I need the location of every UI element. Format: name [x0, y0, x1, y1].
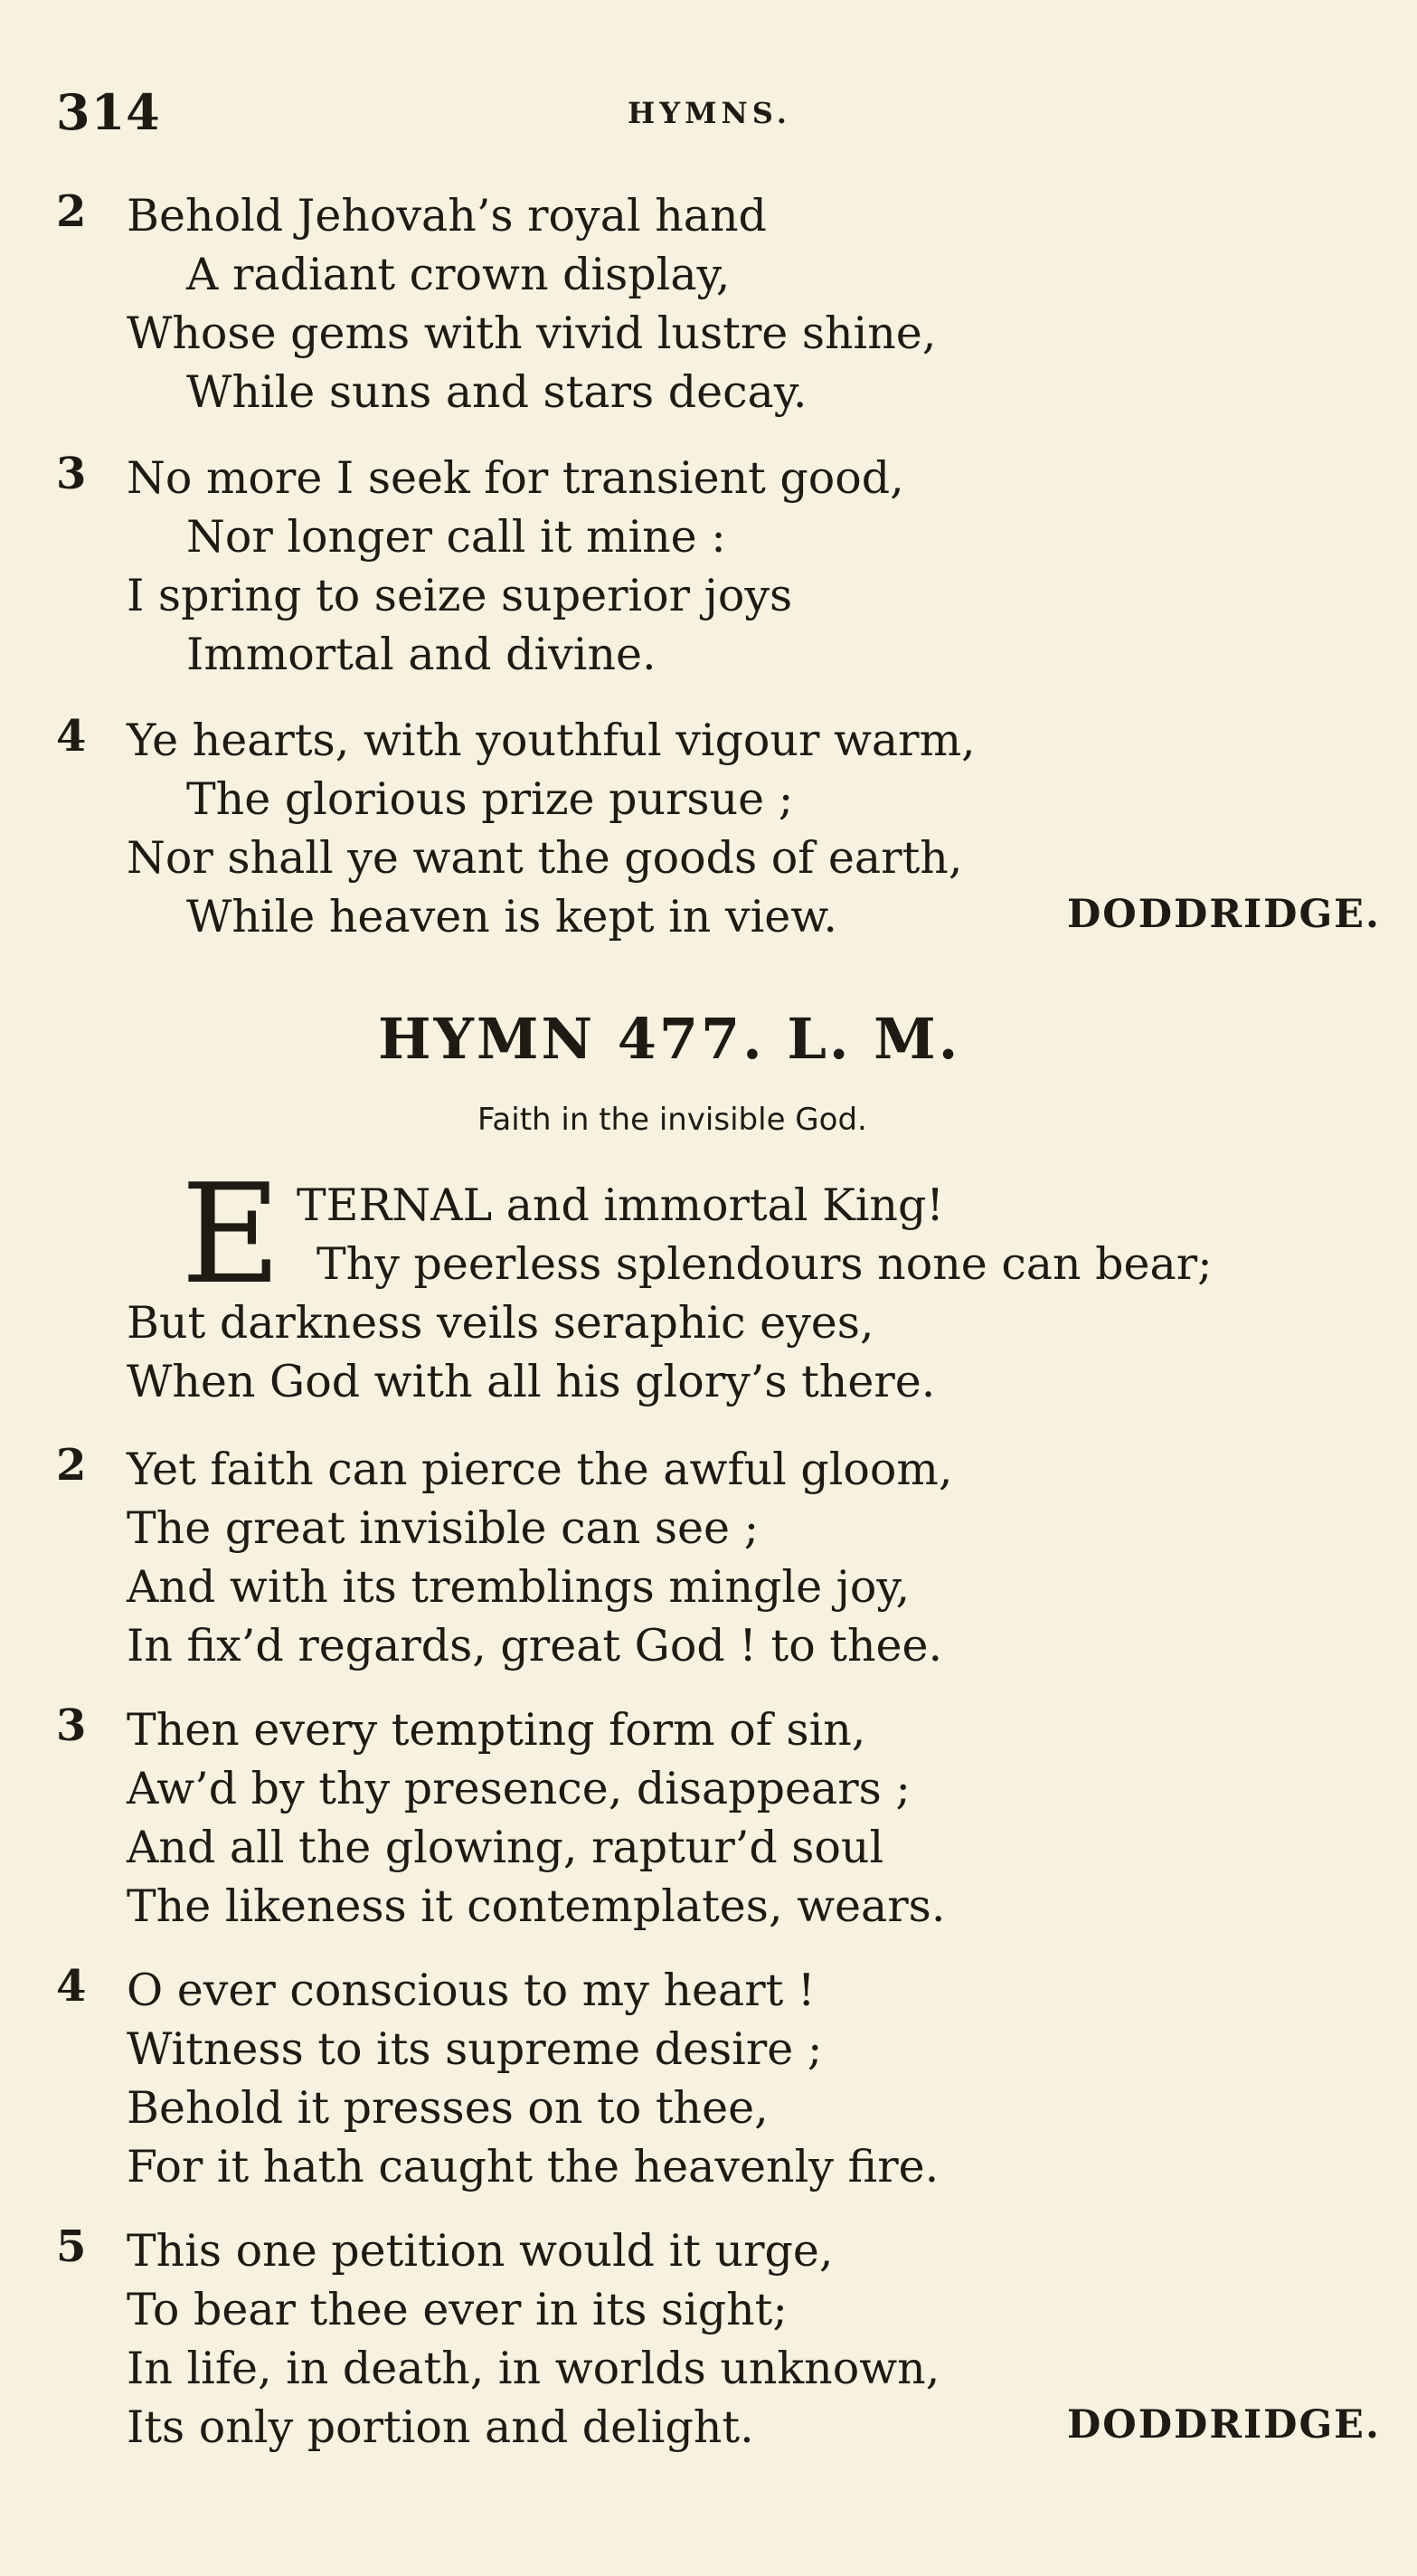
verse-line: While suns and stars decay. — [186, 366, 808, 418]
hymn-subtitle: Faith in the invisible God. — [477, 1102, 867, 1138]
verse-line: Whose gems with vivid lustre shine, — [127, 308, 937, 359]
verse-line: Nor shall ye want the goods of earth, — [127, 832, 963, 884]
verse-line: But darkness veils seraphic eyes, — [127, 1297, 874, 1349]
verse-line: Witness to its supreme desire ; — [127, 2023, 823, 2075]
previous-hymn-attribution: DODDRIDGE. — [1067, 892, 1381, 937]
verse-line: No more I seek for transient good, — [127, 452, 904, 504]
verse-line: Nor longer call it mine : — [186, 511, 726, 563]
verse-line: This one petition would it urge, — [127, 2225, 834, 2277]
verse-line: And with its tremblings mingle joy, — [127, 1561, 911, 1613]
stanza-number: 2 — [56, 186, 87, 237]
verse-line: Behold Jehovah’s royal hand — [127, 190, 767, 242]
verse-line: Immortal and divine. — [186, 629, 657, 680]
running-head — [56, 83, 1358, 141]
previous-hymn-stanza-2 — [56, 186, 1374, 421]
previous-hymn-stanza-3 — [56, 449, 1374, 684]
verse-line: Ye hearts, with youthful vigour warm, — [127, 715, 976, 766]
verse-line: Thy peerless splendours none can bear; — [316, 1238, 1213, 1290]
hymn-stanza-1-continued — [127, 1293, 1374, 1411]
verse-line: The likeness it contemplates, wears. — [127, 1880, 946, 1932]
page-number: 314 — [56, 83, 161, 141]
verse-line: In life, in death, in worlds unknown, — [127, 2343, 940, 2394]
stanza-number: 2 — [56, 1440, 87, 1491]
hymn-stanza-1 — [181, 1154, 1417, 1314]
stanza-number: 3 — [56, 1700, 87, 1751]
verse-line: While heaven is kept in view. — [186, 891, 837, 942]
verse-line: Aw’d by thy presence, disappears ; — [127, 1763, 911, 1814]
stanza-number: 4 — [56, 711, 87, 762]
running-title: HYMNS. — [628, 96, 791, 130]
verse-line: I spring to seize superior joys — [127, 570, 793, 621]
stanza-number: 5 — [56, 2221, 87, 2272]
verse-line: For it hath caught the heavenly fire. — [127, 2141, 940, 2192]
verse-line: When God with all his glory’s there. — [127, 1356, 936, 1407]
stanza-number: 4 — [56, 1961, 87, 2012]
drop-cap: E — [181, 1154, 281, 1314]
verse-line: The glorious prize pursue ; — [186, 773, 794, 825]
hymn-stanza-4 — [56, 1961, 1374, 2196]
stanza-number: 3 — [56, 449, 87, 499]
verse-line: TERNAL and immortal King! — [297, 1179, 945, 1231]
hymn-stanza-2 — [56, 1440, 1374, 1675]
verse-line: And all the glowing, raptur’d soul — [127, 1822, 884, 1873]
verse-line: Its only portion and delight. — [127, 2401, 754, 2453]
verse-line: Behold it presses on to thee, — [127, 2082, 769, 2134]
hymn-stanza-3 — [56, 1700, 1374, 1936]
verse-line: Yet faith can pierce the awful gloom, — [127, 1444, 953, 1495]
verse-line: O ever conscious to my heart ! — [127, 1965, 816, 2016]
verse-line: In fix’d regards, great God ! to thee. — [127, 1620, 943, 1672]
verse-line: The great invisible can see ; — [127, 1502, 760, 1554]
verse-line: To bear thee ever in its sight; — [127, 2284, 788, 2335]
hymn-attribution: DODDRIDGE. — [1067, 2402, 1381, 2448]
verse-line: Then every tempting form of sin, — [127, 1704, 866, 1756]
hymn-title: HYMN 477. L. M. — [378, 1006, 961, 1072]
verse-line: A radiant crown display, — [186, 249, 731, 300]
